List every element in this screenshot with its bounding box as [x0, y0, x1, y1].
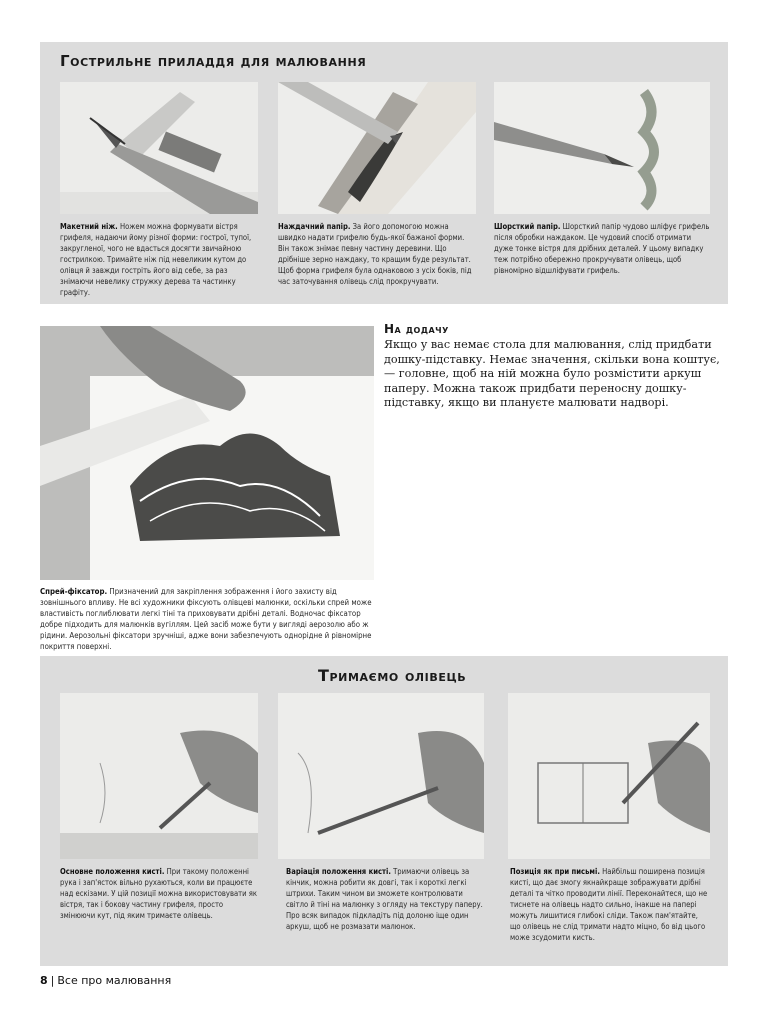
craft-knife-caption: Макетний ніж. Ножем можна формувати вістря грифеля, надаючи йому різної форми: гострої, тупої, закругленої, чого не вдасться досягти звичайною гострилкою. Тримайте ніж під невеликим кутом до олівця й завжди гостріть його від себе, за раз знімаючи невелику стружку дерева та частинку графіту.	[60, 222, 252, 297]
grip-variation-photo	[278, 693, 484, 859]
basic-grip-caption: Основне положення кисті. При такому положенні рука і зап'ясток вільно рухаються, коли ви працюєте над ескізами. У цій позиції можна використовувати як вістря, так і бокову частину грифеля, просто змінюючи кут, під яким тримаєте олівець.	[60, 867, 257, 920]
sidebar-text: Якщо у вас немає стола для малювання, слід придбати дошку-підставку. Немає значення, скільки вона коштує, — головне, щоб на ній можна було розмістити аркуш паперу. Можна також придбати переносну дошку-підставку, якщо ви плануєте малювати надворі.	[384, 338, 720, 410]
pencil-grip-section-title: Тримаємо олівець	[318, 666, 467, 685]
rough-paper-photo	[494, 82, 710, 214]
spray-fixative-photo	[40, 326, 374, 580]
grip-variation-caption: Варіація положення кисті. Тримаючи олівець за кінчик, можна робити як довгі, так і короткі легкі штрихи. Таким чином ви зможете контролювати світло й тіні на малюнку з огляду на текстуру паперу. Про всяк випадок підкладіть під долоню іще один аркуш, щоб не розмазати малюнок.	[286, 867, 483, 931]
sandpaper-photo	[278, 82, 476, 214]
footer-separator: |	[50, 974, 55, 987]
sidebar-title: На додачу	[384, 322, 449, 336]
sandpaper-caption: Наждачний папір. За його допомогою можна швидко надати грифелю будь-якої бажаної форми. Він також знімає певну частину деревини. Що дрібніше зерно наждаку, то кращим буде результат. Щоб форма грифеля була однаковою з усіх боків, під час заточування олівець слід прокручувати.	[278, 222, 472, 286]
spray-fixative-caption: Спрей-фіксатор. Призначений для закріплення зображення і його захисту від зовнішнього впливу. Не всі художники фіксують олівцеві малюнки, оскільки спрей може властивість поглиблювати легкі тіні та приховувати дрібні деталі. Водночас фіксатор добре підходить для малюнків вугіллям. Цей засіб може бути у вигляді аерозолю або ж рідини. Аерозольні фіксатори зручніші, адже вони забезпечують однорідне й рівномірне покриття поверхні.	[40, 587, 372, 651]
basic-grip-photo	[60, 693, 258, 859]
sharpening-section-title: Гострильне приладдя для малювання	[60, 52, 367, 70]
page-number: 8	[40, 974, 48, 987]
writing-grip-photo	[508, 693, 710, 859]
page-footer	[40, 974, 171, 987]
writing-grip-caption: Позиція як при письмі. Найбільш поширена позиція кисті, що дає змогу якнайкраще зображувати дрібні деталі та чітко проводити лінії. Переконайтеся, що не тиснете на олівець надто сильно, інакше на папері можуть лишитися глибокі сліди. Також пам'ятайте, що олівець не слід тримати надто міцно, бо від цього може зсудомити кисть.	[510, 867, 708, 942]
craft-knife-photo	[60, 82, 258, 214]
book-title: Все про малювання	[57, 974, 172, 987]
rough-paper-caption: Шорсткий папір. Шорсткий папір чудово шліфує грифель після обробки наждаком. Це чудовий спосіб отримати дуже тонке вістря для дрібних деталей. У цьому випадку теж потрібно обережно прокручувати олівець, щоб рівномірно відшліфувати грифель.	[494, 222, 710, 275]
